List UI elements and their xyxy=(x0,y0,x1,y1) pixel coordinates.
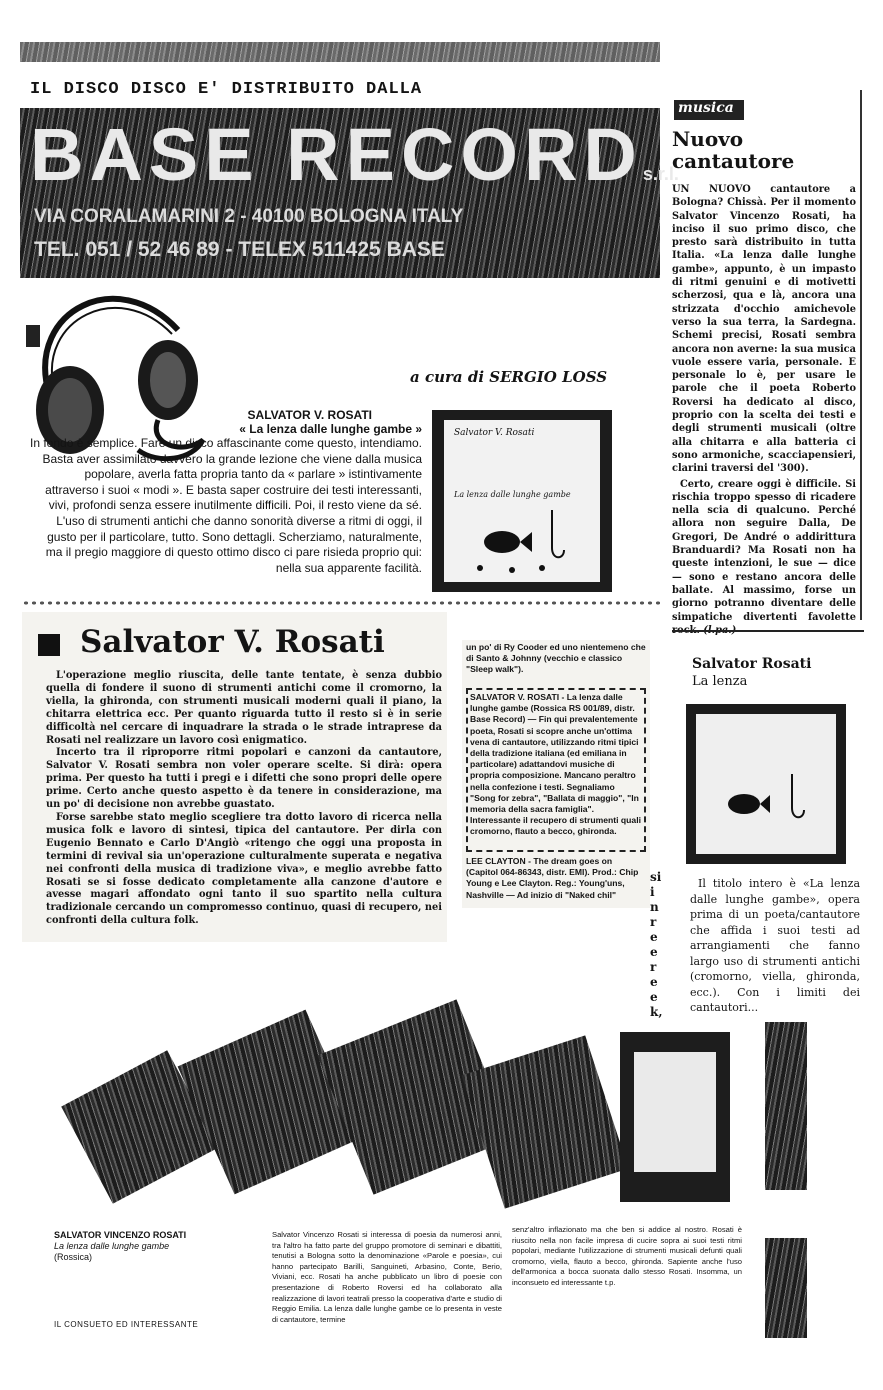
bottom-footer: IL CONSUETO ED INTERESSANTE xyxy=(54,1320,199,1329)
album-cover-small xyxy=(686,704,846,864)
rosati-headline: Salvator V. Rosati xyxy=(80,624,385,660)
ad-phone: TEL. 051 / 52 46 89 - TELEX 511425 BASE xyxy=(34,238,445,261)
bottom-col-2: senz'altro inflazionato ma che ben si addice al nostro. Rosati è riuscito nella non facile impresa di cucire sopra ai suoi testi ritmi popolari, mediante l'utilizzazione di strumenti musicali defunti quali cromorno, viella, flauto a becco, ghironda. Sapiente anche l'uso dell'armonica a bocca suonata dallo stesso Rosati. Insomma, un inconsueto ed interessante t.p. xyxy=(512,1225,742,1287)
edge-strip-right xyxy=(860,90,870,620)
fish-icon xyxy=(472,510,582,575)
mid-entry-2: LEE CLAYTON - The dream goes on (Capitol 064-86343, distr. EMI). Prod.: Chip Young e Lee Clayton. Reg.: Young'uns, Nashville — Ad inizio di "Naked chil" xyxy=(466,856,639,900)
main-review xyxy=(30,408,422,593)
cover-artist-label: Salvator V. Rosati xyxy=(454,428,535,438)
bottom-album: La lenza dalle lunghe gambe xyxy=(54,1241,170,1251)
right-clip-subtitle: La lenza xyxy=(692,674,748,689)
cover-title-label: La lenza dalle lunghe gambe xyxy=(454,490,571,499)
right-clip xyxy=(672,630,864,1014)
fish-icon-small xyxy=(716,774,816,834)
base-record-ad xyxy=(20,42,679,277)
ad-header: IL DISCO DISCO E' DISTRIBUITO DALLA xyxy=(30,80,630,106)
musica-body: UN NUOVO cantautore a Bologna? Chissà. Per il momento Salvator Vincenzo Rosati, ha inciso il suo primo disco, che presto sarà distribuito in tutta Italia. «La lenza dalle lunghe gambe», appunto, è un impasto di ritmi genuini e di motivetti scherzosi, qua e là, ancora una strizzata d'occhio amichevole verso la sua terra, la Sardegna. Schemi precisi, Rosati sembra ancora non averne: la sua musica vuole essere varia, personale. E personale lo è, per usare le parole che il poeta Roberto Roversi ha dedicato al disco, proprio con la scelta dei testi e degli strumenti musicali (oltre alla chitarra e alla batteria ci sono armoniche, scacciapensieri, clarini traversi del '300). Certo, creare oggi è difficile. Si rischia troppo spesso di ricadere nella scia di qualcuno. Perché allora non seguire Dalla, De Gregori, De André o addirittura Branduardi? Ma Rosati non ha queste intenzioni, le sue — dice — sono e restano ancora delle ballate. Al massimo, forse un giorno potranno diventare delle simpatiche divertenti favolette rock. (l.pa.) xyxy=(672,184,856,636)
bottom-label: (Rossica) xyxy=(54,1252,93,1262)
byline: a cura di SERGIO LOSS xyxy=(410,368,608,386)
musica-tag: musica xyxy=(674,100,744,120)
dot-divider xyxy=(22,600,664,606)
ad-address: VIA CORALAMARINI 2 - 40100 BOLOGNA ITALY xyxy=(34,206,464,227)
right-clip-body: Il titolo intero è «La lenza dalle lunghe gambe», opera prima di un poeta/cantautore che affida i suoi testi ad arrangiamenti che fanno largo uso di strumenti antichi (cromorno, viella, ghironda, ecc.). Con i limiti dei cantautori... xyxy=(690,877,860,1014)
album-cover-main xyxy=(432,410,612,592)
mid-side-letters: si in re e re ek, xyxy=(650,870,663,1019)
bottom-artist: SALVATOR VINCENZO ROSATI xyxy=(54,1230,187,1240)
mid-listing-clip xyxy=(462,640,650,908)
mid-top-text: un po' di Ry Cooder ed uno nientemeno che di Santo & Johnny (vecchio e classico "Sleep walk"). xyxy=(466,642,646,675)
mid-entry: SALVATOR V. ROSATI - La lenza dalle lunghe gambe (Rossica RS 001/89, distr. Base Record) — Fin qui prevalentemente poeta, Rosati si scopre anche un'ottima vena di cantautore, utilizzando ritmi tipici della tradizione italiana (ed emiliana in particolare) adattandovi musiche di propria composizione. Mancano peraltro nella confezione i testi. Segnaliamo "Song for zebra", "Ballata di maggio", "In memoria della sacra famiglia". Interessante il recupero di strumenti quali cromorno, flauto a becco, ghironda. xyxy=(466,688,646,852)
ad-brand: BASE RECORDs.r.l. xyxy=(30,113,679,196)
rosati-big-clip xyxy=(22,612,447,942)
collage-side-bar xyxy=(765,1022,807,1190)
review-album: « La lenza dalle lunghe gambe » xyxy=(239,422,422,436)
review-artist: SALVATOR V. ROSATI xyxy=(247,408,372,422)
collage-photo xyxy=(60,1012,730,1222)
rosati-body: L'operazione meglio riuscita, delle tante tentate, è senza dubbio quella di fondere il suono di strumenti antichi come il cromorno, la viella, la ghironda, con strumenti musicali moderni quali il piano, la chitarra elettrica ecc. Per quanto riguarda tutto il resto si è in serie difficoltà nel cercare di inquadrare la strada o le strade intraprese da Rosati nel realizzare un lavoro così enigmatico. Incerto tra il riproporre ritmi popolari e canzoni da cantautore, Salvator V. Rosati sembra non voler operare scelte. Si dirà: opera prima. Per questo ha tutti i pregi e i difetti che sono propri delle opere prime. Certo anche questo aspetto è da tenere in considerazione, ma un po' di decisione non avrebbe guastato. Forse sarebbe stato meglio scegliere tra dotto lavoro di ricerca nella musica folk e lavoro di sintesi, tipica del cantautore. Per dirla con Eugenio Bennato e Carlo D'Angiò «ritengo che oggi una proposta in termini di revival sia un'operazione culturalmente superata e negativa nei confronti della musica di tradizione viva», e meglio avrebbe fatto Rosati se si fosse dedicato completamente alla canzone d'autore e avesse magari affondato ogni tanto il suo spartito nella cultura tradizionale cercando un compromesso continuo, quasi di recupero, nei confronti della cultura folk. xyxy=(46,670,442,927)
musica-title: Nuovo cantautore xyxy=(672,127,795,173)
collage-side-bar-2 xyxy=(765,1238,807,1338)
review-body: In fondo è semplice. Fare un disco affascinante come questo, intendiamo. Basta aver assimilato davvero la grande lezione che viene dalla musica popolare, averla fatta propria tanto da « parlare » istintivamente attraverso i suoi « modi ». E basta saper costruire dei testi interessanti, vivi, profondi senza essere inutilmente difficili. Poi, il resto viene da sé. L'uso di strumenti antichi che danno sonorità diverse a ritmi di oggi, il gusto per il particolare, tutto. Sono dettagli. Scherziamo, naturalmente, ma il pregio maggiore di questo ottimo disco ci pare risieda proprio qui: nella sua apparente facilità. xyxy=(30,436,423,575)
bottom-clip-header xyxy=(54,1230,254,1270)
headline-square-icon xyxy=(38,634,60,656)
musica-column xyxy=(662,88,860,636)
bottom-col-1: Salvator Vincenzo Rosati si interessa di poesia da numerosi anni, tra l'altro ha fatto parte del gruppo promotore di seminari e dibattiti, tenutisi a Bologna sotto la denominazione «Parole e poesia», cui hanno partecipato Barilli, Sanguineti, Arbasino, Conte, Berio, Viviani, ecc. Rosati ha anche pubblicato un libro di poesie con presentazione di Roberto Roversi ed ha collaborato alla realizzazione di lavori teatrali presso la cooperativa d'arte e studio di Reggio Emilia. La lenza dalle lunghe gambe ce lo presenta in veste di cantautore, termine xyxy=(272,1230,502,1324)
right-clip-title: Salvator Rosati xyxy=(692,656,812,672)
